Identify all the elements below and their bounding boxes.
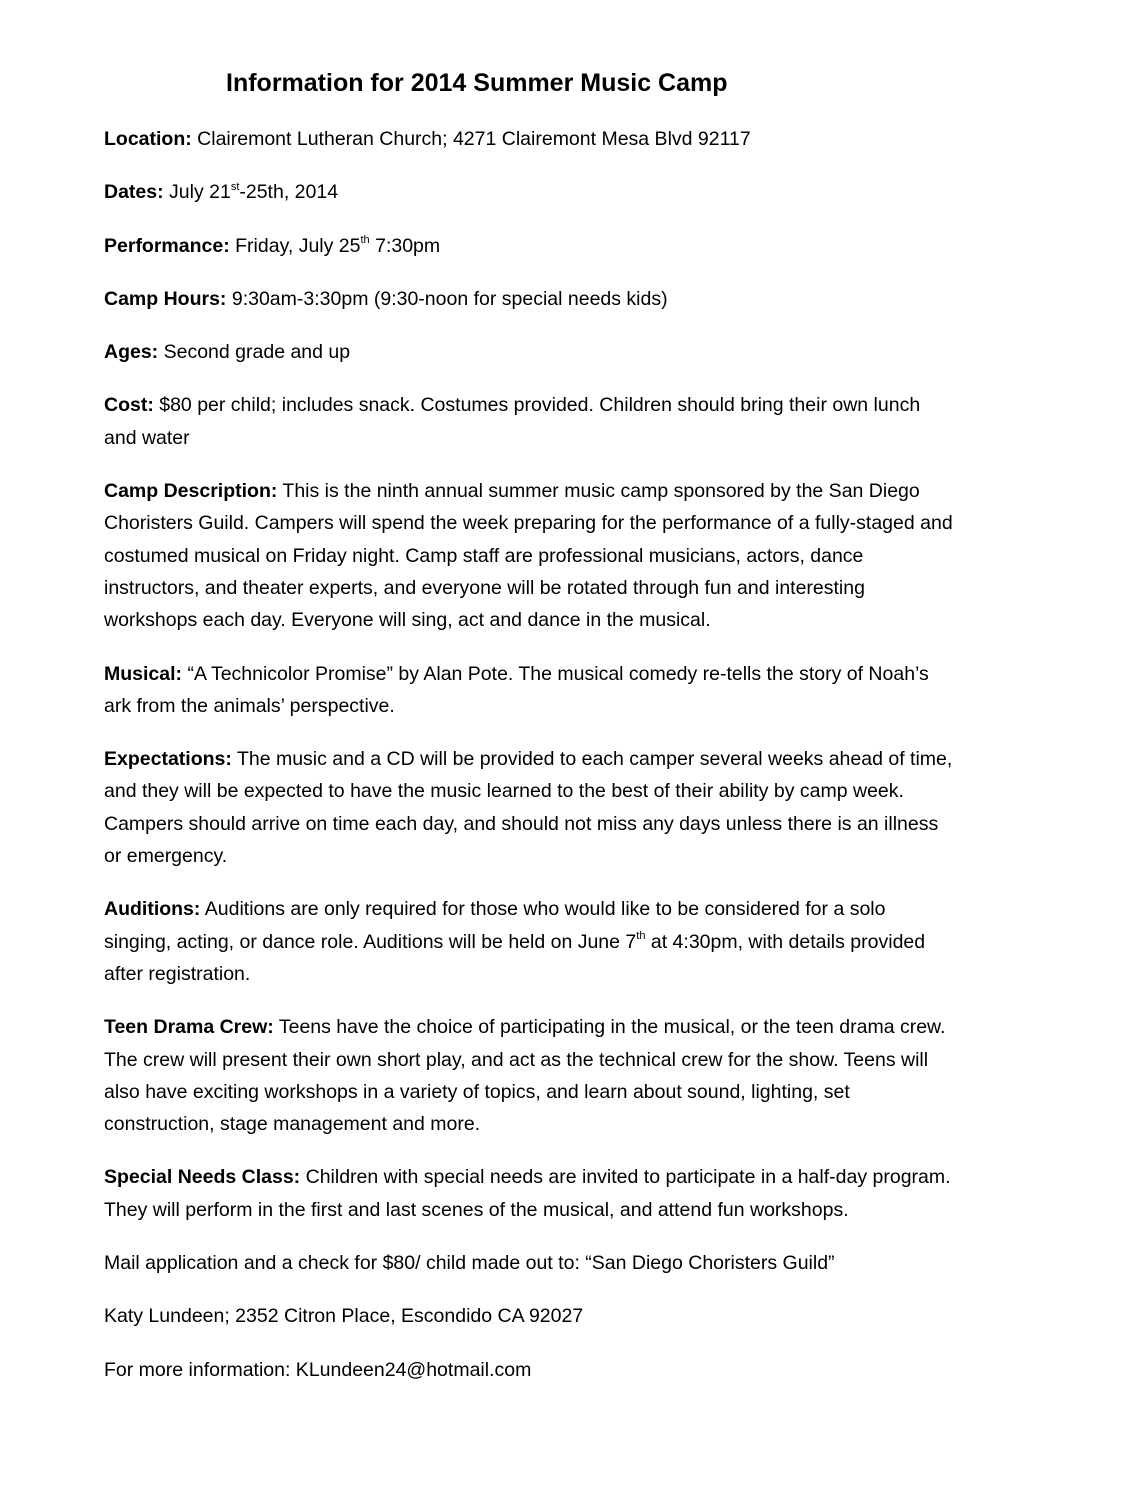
performance-value-start: Friday, July 25 bbox=[229, 234, 361, 257]
expectations-value: The music and a CD will be provided to each camper several weeks ahead of time, and they will be expected to have the music learned to the best of their ability by camp week. Campers should arrive on time each day, and should not miss any days unless there is an illness or emergency. bbox=[104, 748, 953, 868]
camp-description-paragraph bbox=[104, 475, 954, 636]
performance-line bbox=[104, 230, 954, 262]
camp-hours-label: Camp Hours: bbox=[104, 287, 227, 310]
dates-label: Dates: bbox=[104, 181, 164, 204]
location-label: Location: bbox=[104, 128, 192, 150]
ages-line bbox=[104, 336, 954, 368]
cost-paragraph bbox=[104, 389, 954, 454]
special-needs-paragraph bbox=[104, 1161, 954, 1226]
expectations-label: Expectations: bbox=[104, 748, 232, 771]
location-value: Clairemont Lutheran Church; 4271 Clairemont Mesa Blvd 92117 bbox=[191, 128, 751, 150]
musical-value: “A Technicolor Promise” by Alan Pote. The musical comedy re-tells the story of Noah’s ark from the animals’ perspective. bbox=[104, 662, 929, 717]
dates-value-end: -25th, 2014 bbox=[239, 181, 339, 204]
cost-value: $80 per child; includes snack. Costumes provided. Children should bring their own lunch and water bbox=[104, 394, 921, 449]
dates-ordinal-suffix: st bbox=[230, 180, 240, 193]
teen-drama-crew-value: Teens have the choice of participating in the musical, or the teen drama crew. The crew will present their own short play, and act as the technical crew for the show. Teens will also have exciting workshops in a variety of topics, and learn about sound, lighting, set construction, stage management and more. bbox=[104, 1016, 946, 1136]
musical-paragraph bbox=[104, 658, 954, 723]
camp-hours-line bbox=[104, 283, 954, 315]
musical-label: Musical: bbox=[104, 662, 183, 685]
auditions-label: Auditions: bbox=[104, 898, 201, 921]
ages-label: Ages: bbox=[104, 341, 159, 364]
auditions-ordinal-suffix: th bbox=[636, 930, 646, 943]
ages-value: Second grade and up bbox=[158, 341, 351, 364]
dates-line bbox=[104, 176, 954, 208]
camp-description-label: Camp Description: bbox=[104, 480, 278, 503]
location-line bbox=[104, 123, 954, 155]
performance-ordinal-suffix: th bbox=[360, 234, 370, 247]
dates-value-start: July 21 bbox=[163, 181, 231, 204]
teen-drama-crew-label: Teen Drama Crew: bbox=[104, 1016, 274, 1039]
special-needs-value: Children with special needs are invited to participate in a half-day program. They will perform in the first and last scenes of the musical, and attend fun workshops. bbox=[104, 1166, 951, 1221]
expectations-paragraph bbox=[104, 743, 954, 872]
cost-label: Cost: bbox=[104, 394, 154, 417]
performance-value-end: 7:30pm bbox=[369, 234, 441, 257]
teen-drama-crew-paragraph bbox=[104, 1011, 954, 1140]
document-title: Information for 2014 Summer Music Camp bbox=[226, 69, 728, 97]
special-needs-label: Special Needs Class: bbox=[104, 1166, 301, 1189]
more-info-line: For more information: KLundeen24@hotmail.com bbox=[104, 1358, 532, 1381]
auditions-value-start: Auditions are only required for those who would like to be considered for a solo singing, acting, or dance role. Auditions will be held on June 7 bbox=[104, 898, 886, 953]
camp-description-value: This is the ninth annual summer music camp sponsored by the San Diego Choristers Guild. Campers will spend the week preparing for the performance of a fully-staged and costumed musical on Friday night. Camp staff are professional musicians, actors, dance instructors, and theater experts, and everyone will be rotated through fun and interesting workshops each day. Everyone will sing, act and dance in the musical. bbox=[104, 480, 953, 632]
document-body bbox=[104, 123, 954, 1407]
mail-application-line: Mail application and a check for $80/ child made out to: “San Diego Choristers Guild” bbox=[104, 1252, 835, 1275]
camp-hours-value: 9:30am-3:30pm (9:30-noon for special needs kids) bbox=[226, 287, 668, 310]
mail-address-line: Katy Lundeen; 2352 Citron Place, Escondido CA 92027 bbox=[104, 1305, 584, 1328]
auditions-value-end: at 4:30pm, with details provided after registration. bbox=[104, 930, 926, 985]
auditions-paragraph bbox=[104, 893, 954, 990]
performance-label: Performance: bbox=[104, 234, 230, 257]
